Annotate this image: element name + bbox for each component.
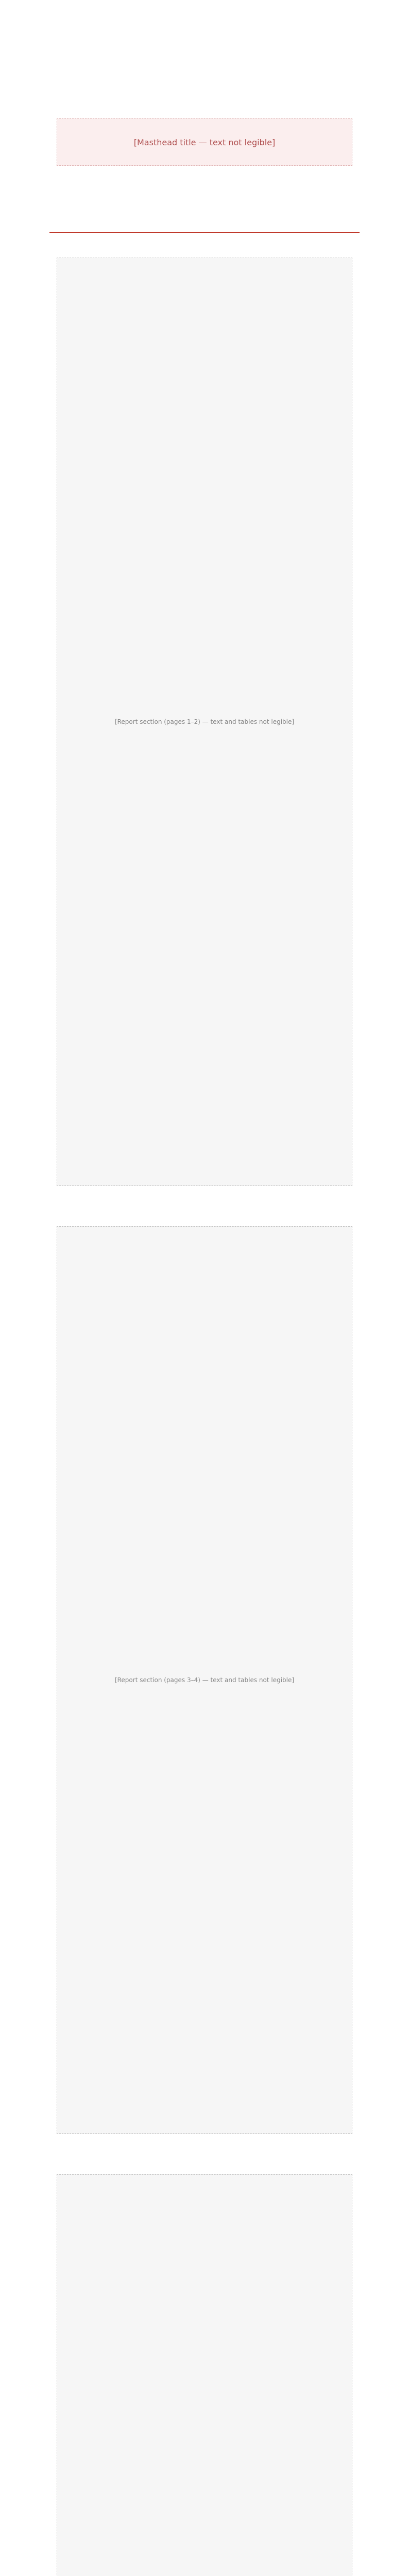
body-placeholder-3: [57, 2174, 352, 2576]
body-placeholder-2: [Report section (pages 3–4) — text and tables not legible]: [57, 1226, 352, 2134]
title-placeholder: [Masthead title — text not legible]: [57, 118, 352, 166]
body-placeholder-1: [Report section (pages 1–2) — text and tables not legible]: [57, 258, 352, 1186]
header-rule: [49, 232, 360, 233]
